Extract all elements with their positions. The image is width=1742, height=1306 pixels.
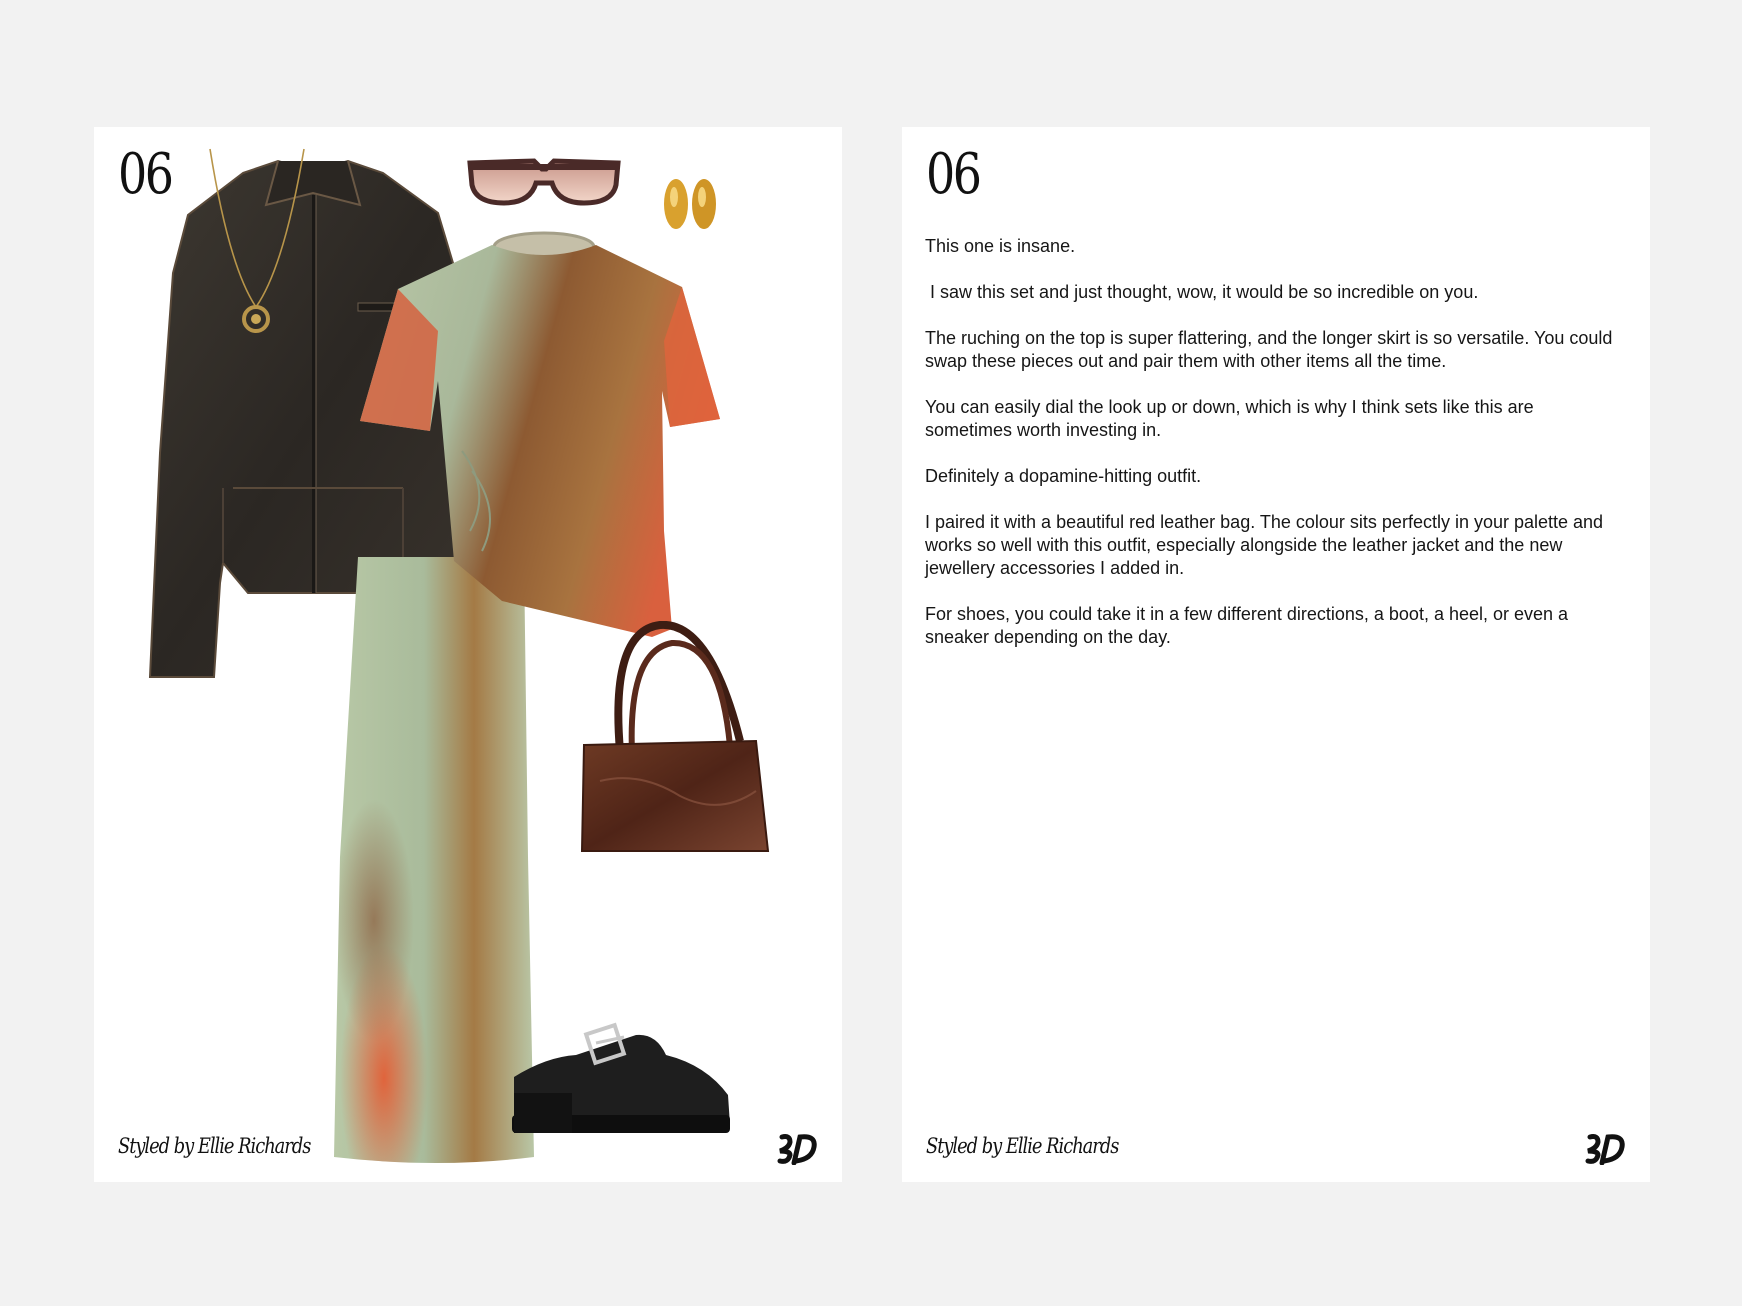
paragraph: The ruching on the top is super flattering, and the longer skirt is so versatile. You could swap these pieces out and pair them with other items all the time. — [925, 328, 1618, 371]
paragraph: I saw this set and just thought, wow, it would be so incredible on you. — [925, 282, 1479, 302]
page-number: 06 — [118, 142, 172, 207]
paragraph: You can easily dial the look up or down, which is why I think sets like this are sometimes worth investing in. — [925, 397, 1539, 440]
handbag-image — [580, 621, 776, 853]
paragraph: This one is insane. — [925, 236, 1076, 256]
outfit-collage-page — [94, 127, 842, 1182]
shoe-image — [506, 1015, 732, 1139]
paragraph: For shoes, you could take it in a few different directions, a boot, a heel, or even a sneaker depending on the day. — [925, 604, 1574, 647]
styling-notes — [925, 235, 1618, 672]
page-number: 06 — [926, 142, 980, 207]
sunglasses-image — [466, 155, 622, 207]
ER-monogram-icon — [776, 1133, 818, 1165]
earrings-image — [662, 177, 718, 231]
paragraph: Definitely a dopamine-hitting outfit. — [925, 466, 1202, 486]
necklace-image — [204, 147, 314, 337]
top-image — [352, 231, 742, 643]
styling-notes-page — [902, 127, 1650, 1182]
paragraph: I paired it with a beautiful red leather bag. The colour sits perfectly in your palette and works so well with this outfit, especially alongside the leather jacket and the new jewellery accessories I added in. — [925, 512, 1609, 578]
stylist-credit: Styled by Ellie Richards — [926, 1134, 1119, 1158]
ER-monogram-icon — [1584, 1133, 1626, 1165]
stylist-credit: Styled by Ellie Richards — [118, 1134, 311, 1158]
